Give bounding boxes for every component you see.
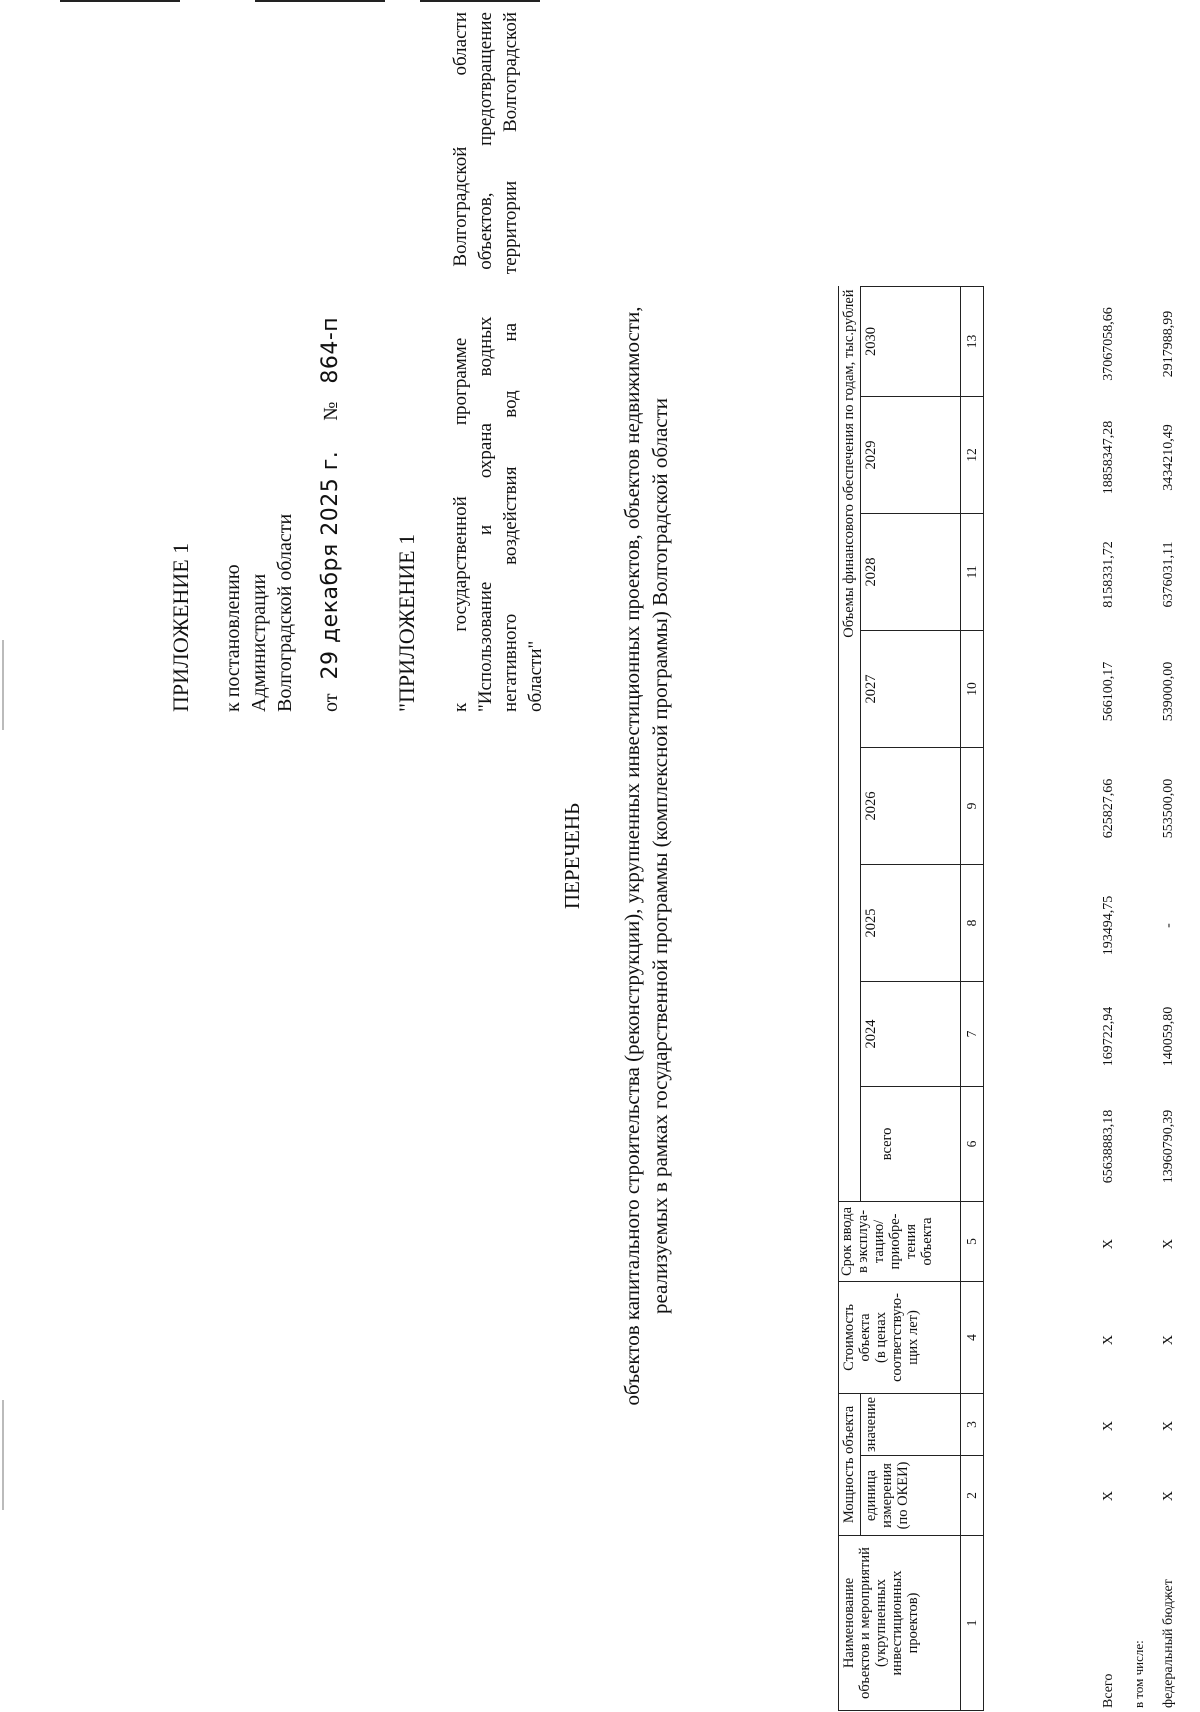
appendix-line-2: Администрации (248, 573, 270, 712)
column-number: 2 (961, 1456, 984, 1536)
number-sign: № (320, 401, 342, 421)
column-number: 6 (961, 1086, 984, 1201)
column-number: 11 (961, 513, 984, 630)
column-number: 9 (961, 747, 984, 864)
number-value: 864-п (318, 316, 343, 384)
header-name: Наименование объектов и мероприятий (укрупненных инвестиционных проектов) (839, 1536, 961, 1711)
row-year-2024: 169722,94 (1101, 1006, 1116, 1067)
header-year-2030: 2030 (861, 286, 961, 396)
row-cost: X (1101, 1334, 1116, 1346)
row-term: X (1101, 1238, 1116, 1250)
row-cost: X (1161, 1334, 1176, 1346)
row-unit: X (1101, 1490, 1116, 1502)
row-name: Всего (1101, 1673, 1116, 1708)
row-year-2024: 140059,80 (1161, 1006, 1176, 1067)
column-number: 13 (961, 286, 984, 396)
header-total: всего (861, 1086, 961, 1201)
column-number: 8 (961, 864, 984, 981)
header-year-2024: 2024 (861, 981, 961, 1086)
doc-title: ПЕРЕЧЕНЬ (560, 802, 584, 910)
row-year-2026: 553500,00 (1161, 778, 1176, 839)
date-value: 29 декабря 2025 г. (318, 450, 343, 680)
row-value: X (1101, 1420, 1116, 1432)
header-volumes: Объемы финансового обеспечения по годам, тыс.рублей (839, 286, 861, 1201)
row-total: 13960790,39 (1161, 1109, 1176, 1184)
sub-appendix-line: негативного воздействия вод на территории Волгоградской (500, 12, 521, 712)
funding-table-body (1091, 289, 1187, 1711)
sub-appendix-text (448, 12, 548, 712)
column-number: 1 (961, 1536, 984, 1711)
column-number: 4 (961, 1281, 984, 1393)
header-unit: единица измерения (по ОКЕИ) (861, 1456, 961, 1536)
date-prefix: от (320, 693, 342, 712)
sub-appendix-title: "ПРИЛОЖЕНИЕ 1 (394, 533, 419, 712)
row-year-2029: 3434210,49 (1161, 424, 1176, 491)
table-subheader-row (1127, 289, 1151, 1711)
doc-subtitle-line-2: реализуемых в рамках государственной программы (комплексной программы) Волгоградской области (648, 397, 672, 1315)
header-capacity: Мощность объекта (839, 1393, 861, 1535)
row-year-2027: 539000,00 (1161, 661, 1176, 722)
row-total: 65638883,18 (1101, 1109, 1116, 1184)
appendix-date-row (318, 317, 343, 712)
header-year-2029: 2029 (861, 396, 961, 513)
header-year-2026: 2026 (861, 747, 961, 864)
sub-appendix-line: "Использование и охрана водных объектов, предотвращение (475, 12, 496, 712)
header-value: значение (861, 1393, 961, 1455)
appendix-title: ПРИЛОЖЕНИЕ 1 (168, 542, 193, 712)
row-year-2025: 193494,75 (1101, 895, 1116, 956)
row-term: X (1161, 1238, 1176, 1250)
row-year-2030: 37067058,66 (1101, 307, 1116, 381)
subheader-text: в том числе: (1131, 1640, 1146, 1708)
row-year-2028: 6376031,11 (1161, 541, 1176, 608)
sub-appendix-line: к государственной программе Волгоградской области (450, 12, 471, 712)
row-name: федеральный бюджет (1161, 1579, 1176, 1708)
header-year-2025: 2025 (861, 864, 961, 981)
row-value: X (1161, 1420, 1176, 1432)
row-year-2028: 8158331,72 (1101, 541, 1116, 608)
row-year-2029: 18858347,28 (1101, 420, 1116, 495)
row-year-2027: 566100,17 (1101, 661, 1116, 722)
table-row (1151, 289, 1187, 1711)
header-term: Срок ввода в эксплуа- тацию/ приобре- тения объекта (839, 1201, 961, 1281)
row-year-2025: - (1161, 923, 1176, 928)
column-number: 3 (961, 1393, 984, 1455)
funding-table-header (838, 286, 984, 1711)
column-number: 10 (961, 630, 984, 747)
column-number: 7 (961, 981, 984, 1086)
column-number: 5 (961, 1201, 984, 1281)
header-year-2028: 2028 (861, 513, 961, 630)
header-cost: Стоимость объекта (в ценах соответствую- щих лет) (839, 1281, 961, 1393)
row-year-2030: 2917988,99 (1161, 310, 1176, 378)
doc-subtitle-line-1: объектов капитального строительства (реконструкции), укрупненных инвестиционных проектов, объектов недвижимости, (620, 306, 644, 1406)
column-number: 12 (961, 396, 984, 513)
table-row (1091, 289, 1127, 1711)
row-unit: X (1161, 1490, 1176, 1502)
sub-appendix-line: области" (525, 640, 546, 712)
appendix-line-1: к постановлению (222, 564, 244, 712)
header-year-2027: 2027 (861, 630, 961, 747)
row-year-2026: 625827,66 (1101, 778, 1116, 839)
appendix-line-3: Волгоградской области (274, 513, 296, 712)
